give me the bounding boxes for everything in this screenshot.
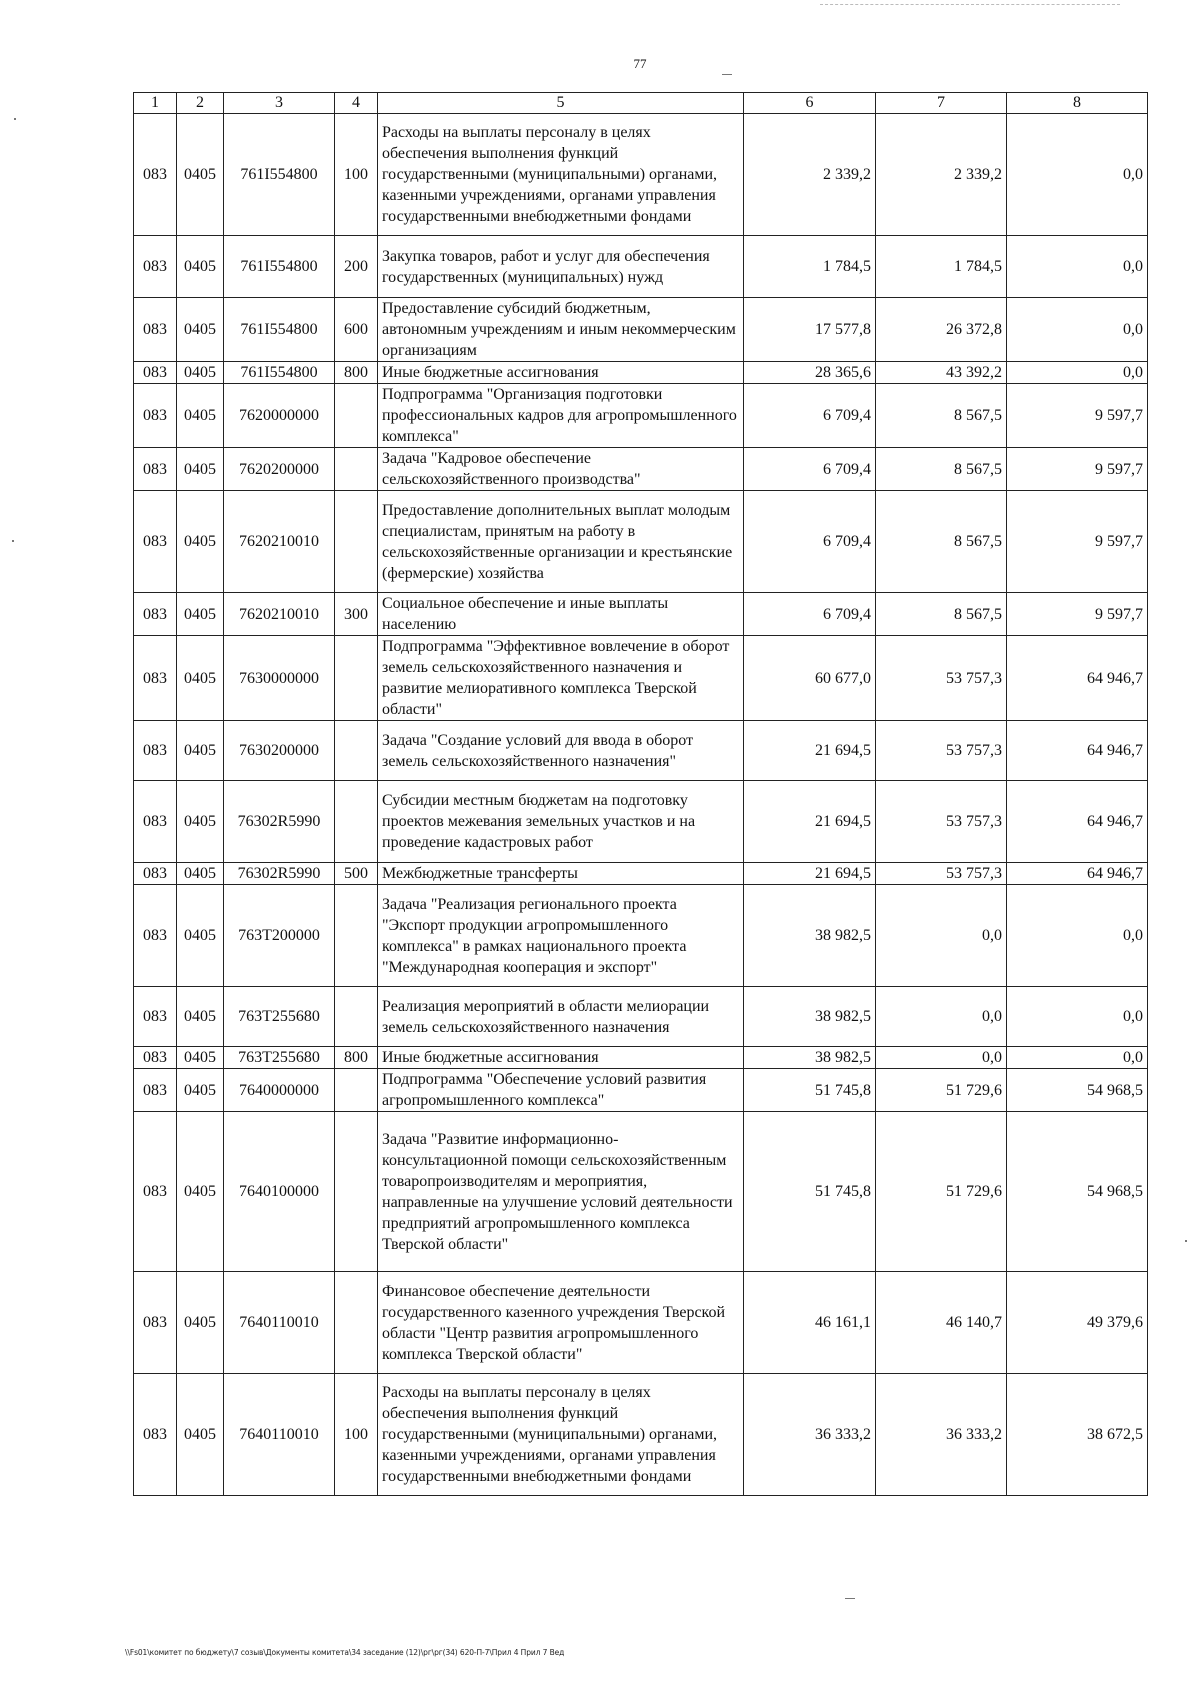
scan-dash (845, 1598, 855, 1599)
expense-type-cell (335, 448, 378, 491)
amount-col8-cell: 64 946,7 (1007, 636, 1148, 721)
table-row (134, 1374, 1148, 1496)
org-code-cell: 083 (134, 236, 177, 298)
table-row (134, 1047, 1148, 1069)
description-cell: Расходы на выплаты персоналу в целях обеспечения выполнения функций государственными (муниципальными) органами, казенными учреждениями, органами управления государственными внебюджетными фондами (378, 1374, 744, 1496)
amount-col6-cell: 36 333,2 (744, 1374, 876, 1496)
section-code-cell: 0405 (177, 1374, 224, 1496)
amount-col8-cell: 0,0 (1007, 987, 1148, 1047)
target-article-cell: 7620210010 (224, 593, 335, 636)
org-code-cell: 083 (134, 1374, 177, 1496)
amount-col7-cell: 53 757,3 (876, 636, 1007, 721)
page-number: 77 (633, 56, 647, 71)
header-row (134, 93, 1148, 114)
org-code-cell: 083 (134, 1272, 177, 1374)
section-code-cell: 0405 (177, 448, 224, 491)
amount-col7-cell: 2 339,2 (876, 114, 1007, 236)
top-scan-rule (820, 4, 1120, 5)
table-row (134, 636, 1148, 721)
amount-col6-cell: 21 694,5 (744, 863, 876, 885)
org-code-cell: 083 (134, 636, 177, 721)
amount-col6-cell: 6 709,4 (744, 491, 876, 593)
amount-col8-cell: 54 968,5 (1007, 1112, 1148, 1272)
expense-type-cell: 600 (335, 298, 378, 362)
description-cell: Расходы на выплаты персоналу в целях обеспечения выполнения функций государственными (муниципальными) органами, казенными учреждениями, органами управления государственными внебюджетными фондами (378, 114, 744, 236)
target-article-cell: 7620000000 (224, 384, 335, 448)
amount-col6-cell: 6 709,4 (744, 384, 876, 448)
target-article-cell: 761I554800 (224, 362, 335, 384)
amount-col7-cell: 36 333,2 (876, 1374, 1007, 1496)
target-article-cell: 7630200000 (224, 721, 335, 781)
amount-col7-cell: 53 757,3 (876, 781, 1007, 863)
table-row (134, 298, 1148, 362)
target-article-cell: 761I554800 (224, 114, 335, 236)
column-header-8: 8 (1007, 93, 1148, 114)
amount-col7-cell: 1 784,5 (876, 236, 1007, 298)
target-article-cell: 7640110010 (224, 1272, 335, 1374)
section-code-cell: 0405 (177, 721, 224, 781)
column-header-4: 4 (335, 93, 378, 114)
column-header-6: 6 (744, 93, 876, 114)
amount-col8-cell: 38 672,5 (1007, 1374, 1148, 1496)
description-cell: Подпрограмма "Эффективное вовлечение в оборот земель сельскохозяйственного назначения и развитие мелиоративного комплекса Тверской области" (378, 636, 744, 721)
target-article-cell: 763T200000 (224, 885, 335, 987)
org-code-cell: 083 (134, 362, 177, 384)
target-article-cell: 761I554800 (224, 298, 335, 362)
expense-type-cell: 200 (335, 236, 378, 298)
target-article-cell: 76302R5990 (224, 863, 335, 885)
amount-col8-cell: 0,0 (1007, 114, 1148, 236)
amount-col6-cell: 60 677,0 (744, 636, 876, 721)
amount-col6-cell: 38 982,5 (744, 987, 876, 1047)
section-code-cell: 0405 (177, 987, 224, 1047)
table-row (134, 863, 1148, 885)
expense-type-cell (335, 721, 378, 781)
expense-type-cell: 800 (335, 1047, 378, 1069)
amount-col7-cell: 8 567,5 (876, 491, 1007, 593)
amount-col6-cell: 17 577,8 (744, 298, 876, 362)
amount-col8-cell: 0,0 (1007, 236, 1148, 298)
amount-col8-cell: 64 946,7 (1007, 721, 1148, 781)
expense-type-cell (335, 987, 378, 1047)
amount-col8-cell: 9 597,7 (1007, 491, 1148, 593)
amount-col6-cell: 46 161,1 (744, 1272, 876, 1374)
section-code-cell: 0405 (177, 114, 224, 236)
column-header-1: 1 (134, 93, 177, 114)
amount-col6-cell: 38 982,5 (744, 1047, 876, 1069)
section-code-cell: 0405 (177, 863, 224, 885)
org-code-cell: 083 (134, 448, 177, 491)
table-row (134, 448, 1148, 491)
amount-col8-cell: 9 597,7 (1007, 448, 1148, 491)
table-row (134, 114, 1148, 236)
amount-col8-cell: 9 597,7 (1007, 593, 1148, 636)
amount-col7-cell: 26 372,8 (876, 298, 1007, 362)
table-body (134, 114, 1148, 1496)
org-code-cell: 083 (134, 885, 177, 987)
amount-col8-cell: 0,0 (1007, 298, 1148, 362)
expense-type-cell: 300 (335, 593, 378, 636)
table-row (134, 781, 1148, 863)
section-code-cell: 0405 (177, 593, 224, 636)
description-cell: Закупка товаров, работ и услуг для обеспечения государственных (муниципальных) нужд (378, 236, 744, 298)
org-code-cell: 083 (134, 1112, 177, 1272)
table-row (134, 236, 1148, 298)
amount-col8-cell: 64 946,7 (1007, 863, 1148, 885)
column-header-7: 7 (876, 93, 1007, 114)
scan-speck (1185, 1240, 1187, 1242)
description-cell: Подпрограмма "Обеспечение условий развития агропромышленного комплекса" (378, 1069, 744, 1112)
scan-speck (12, 540, 14, 542)
footer-file-path: \\Fs01\комитет по бюджету\7 созыв\Документы комитета\34 заседание (12)\рг\рг(34) 620-П-7\Прил 4 Прил 7 Вед (125, 1648, 565, 1657)
amount-col6-cell: 21 694,5 (744, 781, 876, 863)
org-code-cell: 083 (134, 1069, 177, 1112)
table-row (134, 721, 1148, 781)
amount-col6-cell: 51 745,8 (744, 1069, 876, 1112)
org-code-cell: 083 (134, 987, 177, 1047)
target-article-cell: 7640110010 (224, 1374, 335, 1496)
amount-col7-cell: 0,0 (876, 987, 1007, 1047)
amount-col7-cell: 53 757,3 (876, 721, 1007, 781)
expense-type-cell: 500 (335, 863, 378, 885)
amount-col8-cell: 54 968,5 (1007, 1069, 1148, 1112)
description-cell: Социальное обеспечение и иные выплаты населению (378, 593, 744, 636)
amount-col7-cell: 8 567,5 (876, 384, 1007, 448)
description-cell: Задача "Реализация регионального проекта "Экспорт продукции агропромышленного комплекса" в рамках национального проекта "Международная кооперация и экспорт" (378, 885, 744, 987)
target-article-cell: 7620200000 (224, 448, 335, 491)
expense-type-cell (335, 491, 378, 593)
org-code-cell: 083 (134, 863, 177, 885)
section-code-cell: 0405 (177, 636, 224, 721)
amount-col8-cell: 64 946,7 (1007, 781, 1148, 863)
section-code-cell: 0405 (177, 298, 224, 362)
amount-col6-cell: 28 365,6 (744, 362, 876, 384)
column-header-2: 2 (177, 93, 224, 114)
target-article-cell: 763T255680 (224, 987, 335, 1047)
description-cell: Задача "Кадровое обеспечение сельскохозяйственного производства" (378, 448, 744, 491)
section-code-cell: 0405 (177, 885, 224, 987)
org-code-cell: 083 (134, 298, 177, 362)
table-row (134, 1069, 1148, 1112)
target-article-cell: 76302R5990 (224, 781, 335, 863)
table-row (134, 384, 1148, 448)
expense-type-cell: 100 (335, 1374, 378, 1496)
target-article-cell: 7640000000 (224, 1069, 335, 1112)
column-header-3: 3 (224, 93, 335, 114)
section-code-cell: 0405 (177, 1069, 224, 1112)
amount-col6-cell: 38 982,5 (744, 885, 876, 987)
org-code-cell: 083 (134, 721, 177, 781)
org-code-cell: 083 (134, 593, 177, 636)
description-cell: Иные бюджетные ассигнования (378, 362, 744, 384)
section-code-cell: 0405 (177, 1272, 224, 1374)
amount-col8-cell: 49 379,6 (1007, 1272, 1148, 1374)
target-article-cell: 763T255680 (224, 1047, 335, 1069)
amount-col7-cell: 53 757,3 (876, 863, 1007, 885)
expense-type-cell (335, 1069, 378, 1112)
expense-type-cell (335, 781, 378, 863)
table-row (134, 1112, 1148, 1272)
target-article-cell: 761I554800 (224, 236, 335, 298)
scan-speck (14, 118, 16, 120)
amount-col7-cell: 51 729,6 (876, 1069, 1007, 1112)
table-row (134, 885, 1148, 987)
amount-col7-cell: 46 140,7 (876, 1272, 1007, 1374)
description-cell: Предоставление дополнительных выплат молодым специалистам, принятым на работу в сельскохозяйственные организации и крестьянские (фермерские) хозяйства (378, 491, 744, 593)
description-cell: Субсидии местным бюджетам на подготовку проектов межевания земельных участков и на проведение кадастровых работ (378, 781, 744, 863)
amount-col7-cell: 0,0 (876, 1047, 1007, 1069)
section-code-cell: 0405 (177, 1112, 224, 1272)
org-code-cell: 083 (134, 491, 177, 593)
expense-type-cell (335, 636, 378, 721)
target-article-cell: 7630000000 (224, 636, 335, 721)
description-cell: Межбюджетные трансферты (378, 863, 744, 885)
budget-table (133, 92, 1148, 1496)
expense-type-cell: 800 (335, 362, 378, 384)
amount-col7-cell: 51 729,6 (876, 1112, 1007, 1272)
amount-col8-cell: 0,0 (1007, 362, 1148, 384)
column-header-5: 5 (378, 93, 744, 114)
description-cell: Задача "Развитие информационно-консультационной помощи сельскохозяйственным товаропроизводителям и мероприятия, направленные на улучшение условий деятельности предприятий агропромышленного комплекса Тверской области" (378, 1112, 744, 1272)
org-code-cell: 083 (134, 384, 177, 448)
description-cell: Финансовое обеспечение деятельности государственного казенного учреждения Тверской области "Центр развития агропромышленного комплекса Тверской области" (378, 1272, 744, 1374)
section-code-cell: 0405 (177, 362, 224, 384)
amount-col7-cell: 0,0 (876, 885, 1007, 987)
table-row (134, 491, 1148, 593)
amount-col7-cell: 8 567,5 (876, 593, 1007, 636)
section-code-cell: 0405 (177, 236, 224, 298)
table-row (134, 1272, 1148, 1374)
section-code-cell: 0405 (177, 1047, 224, 1069)
org-code-cell: 083 (134, 114, 177, 236)
table-row (134, 593, 1148, 636)
section-code-cell: 0405 (177, 384, 224, 448)
amount-col6-cell: 21 694,5 (744, 721, 876, 781)
section-code-cell: 0405 (177, 491, 224, 593)
expense-type-cell (335, 1272, 378, 1374)
expense-type-cell: 100 (335, 114, 378, 236)
description-cell: Задача "Создание условий для ввода в оборот земель сельскохозяйственного назначения" (378, 721, 744, 781)
expense-type-cell (335, 885, 378, 987)
description-cell: Иные бюджетные ассигнования (378, 1047, 744, 1069)
org-code-cell: 083 (134, 781, 177, 863)
target-article-cell: 7640100000 (224, 1112, 335, 1272)
description-cell: Реализация мероприятий в области мелиорации земель сельскохозяйственного назначения (378, 987, 744, 1047)
amount-col8-cell: 9 597,7 (1007, 384, 1148, 448)
expense-type-cell (335, 1112, 378, 1272)
table-row (134, 987, 1148, 1047)
scan-dash (722, 74, 732, 75)
target-article-cell: 7620210010 (224, 491, 335, 593)
description-cell: Подпрограмма "Организация подготовки профессиональных кадров для агропромышленного комплекса" (378, 384, 744, 448)
expense-type-cell (335, 384, 378, 448)
amount-col8-cell: 0,0 (1007, 885, 1148, 987)
amount-col6-cell: 1 784,5 (744, 236, 876, 298)
amount-col7-cell: 43 392,2 (876, 362, 1007, 384)
amount-col6-cell: 6 709,4 (744, 448, 876, 491)
amount-col8-cell: 0,0 (1007, 1047, 1148, 1069)
amount-col6-cell: 6 709,4 (744, 593, 876, 636)
amount-col6-cell: 2 339,2 (744, 114, 876, 236)
table-row (134, 362, 1148, 384)
org-code-cell: 083 (134, 1047, 177, 1069)
amount-col7-cell: 8 567,5 (876, 448, 1007, 491)
section-code-cell: 0405 (177, 781, 224, 863)
amount-col6-cell: 51 745,8 (744, 1112, 876, 1272)
description-cell: Предоставление субсидий бюджетным, автономным учреждениям и иным некоммерческим организациям (378, 298, 744, 362)
